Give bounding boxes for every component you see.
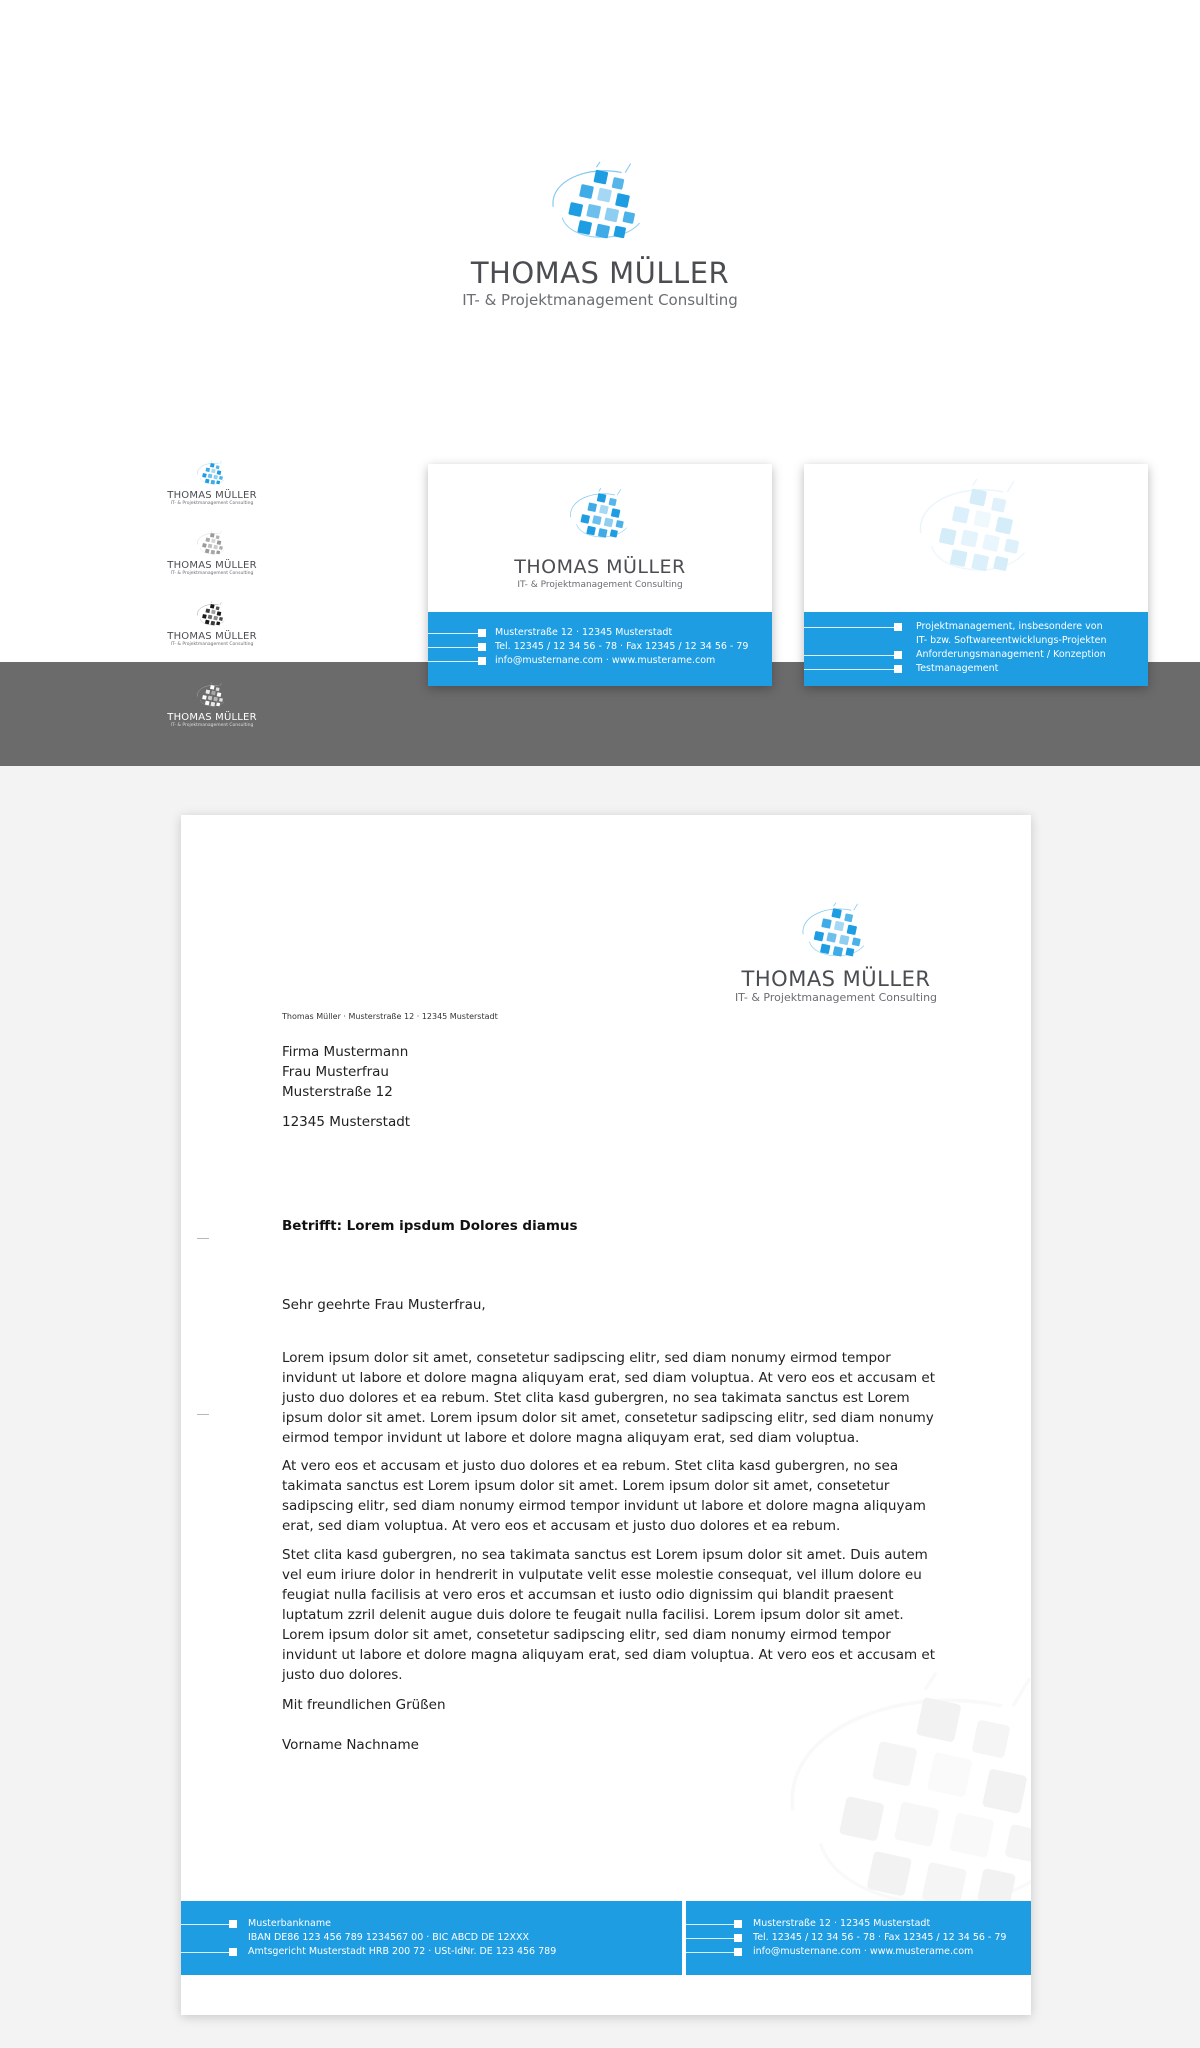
- globe-logo-icon: [195, 682, 229, 710]
- card-address: Musterstraße 12 · 12345 Musterstadt: [495, 627, 673, 638]
- card-line: [428, 626, 772, 640]
- card-line: [804, 662, 1148, 676]
- letter-subject: Betrifft: Lorem ipsdum Dolores diamus: [282, 1218, 578, 1234]
- logo-variant-inverse: [132, 682, 292, 728]
- hero-logo: [0, 160, 1200, 309]
- footer-iban: IBAN DE86 123 456 789 1234567 00 · BIC ABCD DE 12XXX: [248, 1932, 530, 1943]
- sender-line: Thomas Müller · Musterstraße 12 · 12345 Musterstadt: [282, 1012, 498, 1021]
- card-service-line: Projektmanagement, insbesondere von: [916, 621, 1103, 632]
- card-line: [804, 634, 1148, 648]
- letter-footer-contact: [686, 1901, 1031, 1975]
- recipient-street: Musterstraße 12: [282, 1084, 393, 1100]
- logo-variant-grey: [132, 530, 292, 576]
- letter-paragraph: At vero eos et accusam et justo duo dolores et ea rebum. Stet clita kasd gubergren, no sea takimata sanctus est Lorem ipsum dolor sit amet. Lorem ipsum dolor sit amet, consetetur sadipscing elitr, sed diam nonumy eirmod tempor invidunt ut labore et dolore magna aliquyam erat, sed diam voluptua. At vero eos et accusam et justo duo dolores et ea rebum.: [282, 1458, 926, 1534]
- globe-logo-icon: [566, 486, 636, 546]
- card-info-bar: [428, 612, 772, 686]
- letter-paragraph: Stet clita kasd gubergren, no sea takimata sanctus est Lorem ipsum dolor sit amet. Duis autem vel eum iriure dolor in hendrerit in vulputate velit esse molestie consequat, vel illum dolore eu feugiat nulla facilisis at vero eros et accumsan et iusto odio dignissim qui blandit praesent luptatum zzril delenit augue duis dolore te feugait nulla facilisi. Lorem ipsum dolor sit amet. Lorem ipsum dolor sit amet, consetetur sadipscing elitr, sed diam nonumy eirmod tempor invidunt ut labore et dolore magna aliquyam erat, sed diam voluptua. At vero eos et accusam et justo duo dolores.: [282, 1547, 936, 1683]
- globe-logo-icon: [195, 530, 229, 558]
- recipient-city: 12345 Musterstadt: [282, 1114, 411, 1130]
- card-service-line: Anforderungsmanagement / Konzeption: [916, 649, 1106, 660]
- variant-tagline: IT- & Projektmanagement Consulting: [170, 571, 254, 576]
- card-phone: Tel. 12345 / 12 34 56 - 78 · Fax 12345 / 12 34 56 - 79: [495, 641, 749, 652]
- card-service-line: Testmanagement: [916, 663, 999, 674]
- footer-email-web: info@musternane.com · www.musterame.com: [753, 1946, 974, 1957]
- footer-line: [181, 1917, 682, 1931]
- footer-line: [181, 1945, 682, 1959]
- brand-name: THOMAS MÜLLER: [470, 256, 730, 290]
- card-info-bar: [804, 612, 1148, 686]
- globe-watermark-icon: [912, 476, 1042, 586]
- business-card-back: [804, 464, 1148, 686]
- variant-tagline: IT- & Projektmanagement Consulting: [170, 723, 254, 728]
- card-line: [804, 620, 1148, 634]
- footer-phone: Tel. 12345 / 12 34 56 - 78 · Fax 12345 / 12 34 56 - 79: [753, 1932, 1007, 1943]
- variant-tagline: IT- & Projektmanagement Consulting: [170, 501, 254, 506]
- letter-signature: Vorname Nachname: [282, 1737, 419, 1753]
- letter-footer-bank: [181, 1901, 682, 1975]
- recipient-company: Firma Mustermann: [282, 1044, 409, 1060]
- letterhead-sheet: [181, 815, 1031, 2015]
- footer-register: Amtsgericht Musterstadt HRB 200 72 · USt-IdNr. DE 123 456 789: [248, 1946, 557, 1957]
- variant-name: THOMAS MÜLLER: [167, 490, 257, 501]
- brand-tagline: IT- & Projektmanagement Consulting: [462, 291, 738, 309]
- fold-mark: [197, 1238, 209, 1239]
- variant-tagline: IT- & Projektmanagement Consulting: [170, 642, 254, 647]
- card-line: [428, 654, 772, 668]
- globe-logo-icon: [195, 601, 229, 629]
- globe-logo-icon: [195, 460, 229, 488]
- variant-name: THOMAS MÜLLER: [167, 712, 257, 723]
- letter-salutation: Sehr geehrte Frau Musterfrau,: [282, 1297, 486, 1313]
- card-email-web: info@musternane.com · www.musterame.com: [495, 655, 716, 666]
- variant-name: THOMAS MÜLLER: [167, 560, 257, 571]
- card-line: [804, 648, 1148, 662]
- logo-variant-color: [132, 460, 292, 506]
- footer-line: [686, 1931, 1031, 1945]
- card-brand-tagline: IT- & Projektmanagement Consulting: [517, 580, 683, 590]
- letter-paragraph: Lorem ipsum dolor sit amet, consetetur sadipscing elitr, sed diam nonumy eirmod tempor invidunt ut labore et dolore magna aliquyam erat, sed diam voluptua. At vero eos et accusam et justo duo dolores et ea rebum. Stet clita kasd gubergren, no sea takimata sanctus est Lorem ipsum dolor sit amet. Lorem ipsum dolor sit amet, consetetur sadipscing elitr, sed diam nonumy eirmod tempor invidunt ut labore et dolore magna aliquyam erat, sed diam voluptua.: [282, 1350, 936, 1446]
- logo-variant-black: [132, 601, 292, 647]
- letter-brand-tagline: IT- & Projektmanagement Consulting: [734, 991, 938, 1004]
- footer-line: [686, 1917, 1031, 1931]
- fold-mark: [197, 1414, 209, 1415]
- footer-line: [686, 1945, 1031, 1959]
- card-service-line: IT- bzw. Softwareentwicklungs-Projekten: [916, 635, 1107, 646]
- business-card-front: [428, 464, 772, 686]
- card-line: [428, 640, 772, 654]
- letter-logo: [721, 901, 951, 1004]
- globe-logo-icon: [798, 901, 874, 965]
- variant-name: THOMAS MÜLLER: [167, 631, 257, 642]
- globe-logo-icon: [546, 160, 654, 250]
- recipient-person: Frau Musterfrau: [282, 1064, 389, 1080]
- footer-address: Musterstraße 12 · 12345 Musterstadt: [753, 1918, 931, 1929]
- card-brand-name: THOMAS MÜLLER: [514, 556, 686, 578]
- footer-bank-name: Musterbankname: [248, 1918, 331, 1929]
- letter-brand-name: THOMAS MÜLLER: [741, 967, 931, 991]
- letter-closing: Mit freundlichen Grüßen: [282, 1697, 446, 1713]
- footer-line: [181, 1931, 682, 1945]
